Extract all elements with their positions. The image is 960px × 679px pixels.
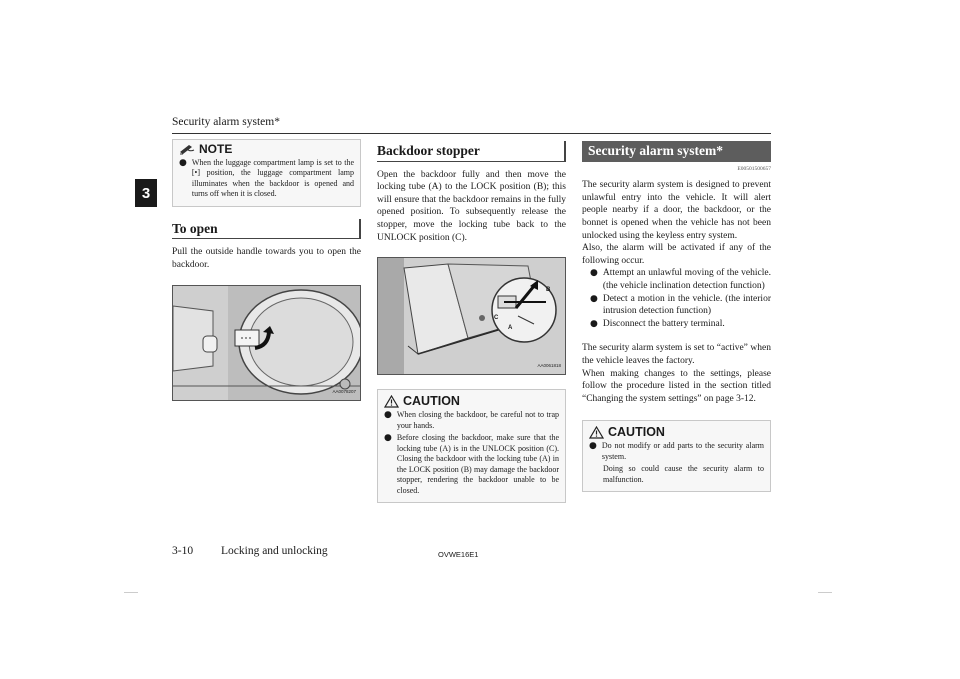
caution-item [384,410,559,431]
figure-label-a: A [508,325,513,332]
caution-label: CAUTION [608,425,665,440]
caution-header [384,395,559,408]
footer-chapter-title: Locking and unlocking [221,545,328,557]
to-open-figure [172,285,361,401]
list-item-text: Detect a motion in the vehicle. (the interior intrusion detection function) [602,293,771,317]
bullet-icon: ● [590,318,598,329]
backdoor-handle-illustration [173,286,361,400]
stopper-caution-box [377,389,566,503]
list-item [582,267,771,292]
column-1 [172,139,361,401]
header-rule [172,133,771,134]
security-para-2: Also, the alarm will be activated if any of the following occur. [582,243,771,266]
stopper-illustration [378,258,566,374]
column-2 [377,139,566,503]
section-code: E00501500657 [737,165,771,172]
footer-page-number: 3-10 [172,545,194,557]
list-item-text: Disconnect the battery terminal. [602,318,725,329]
stopper-figure [377,257,566,375]
crop-mark [124,592,138,593]
warning-triangle-icon [384,395,399,408]
caution-item-text: When closing the backdoor, be careful not to trap your hands. [396,410,559,430]
security-para-1: The security alarm system is designed to prevent unlawful entry into the vehicle. It will alert people nearby if a door, the backdoor, or the bonnet is opened when the vehicle has not been unlocked using the keyless entry system. [582,180,771,241]
caution-extra-text: Doing so could cause the security alarm to malfunction. [603,464,764,484]
caution-item [589,441,764,462]
security-alarm-heading: Security alarm system* [582,141,771,162]
bullet-icon: ● [590,293,598,304]
bullet-icon: ● [384,410,392,421]
warning-triangle-icon [589,426,604,439]
figure-code: AA0078207 [332,388,356,394]
crop-mark [818,592,832,593]
caution-item-text: Do not modify or add parts to the security alarm system. [601,441,764,461]
security-para-3: The security alarm system is set to “active” when the vehicle leaves the factory. [582,343,771,366]
chapter-tab: 3 [135,179,157,207]
note-header [179,143,354,156]
list-item [582,293,771,318]
column-3 [582,139,771,492]
caution-extra [589,464,764,485]
security-caution-box [582,420,771,492]
bullet-icon: ● [384,433,392,444]
security-para-4: When making changes to the settings, please follow the procedure listed in the section titled “Changing the system settings” on page 3-12. [582,368,771,404]
footer-doc-code: OVWE16E1 [438,550,479,559]
caution-label: CAUTION [403,394,460,409]
figure-code: AA0061818 [537,362,561,368]
note-label: NOTE [199,142,233,156]
bullet-icon: ● [590,268,598,279]
header-section-title: Security alarm system* [172,116,280,128]
note-box [172,139,361,207]
to-open-heading: To open [172,219,361,240]
backdoor-stopper-text: Open the backdoor fully and then move the locking tube (A) to the LOCK position (B); this will ensure that the backdoor remains in the fully opened position. To subsequently release the stopper, move the locking tube back to the UNLOCK position (C). [377,169,566,243]
bullet-icon: ● [589,441,597,452]
to-open-text: Pull the outside handle towards you to open the backdoor. [172,247,361,270]
figure-label-c: C [494,315,499,322]
list-item [582,318,771,331]
figure-label-b: B [546,287,551,294]
caution-item [384,433,559,496]
note-item-text: When the luggage compartment lamp is set to the [•] position, the luggage compartment lamp illuminates when the backdoor is opened and turns off when it is closed. [191,157,354,199]
caution-header [589,426,764,439]
bullet-icon: ● [179,157,187,168]
note-pen-icon [179,143,195,155]
list-item-text: Attempt an unlawful moving of the vehicle. (the vehicle inclination detection function) [602,268,771,291]
backdoor-stopper-heading: Backdoor stopper [377,141,566,162]
note-item [179,158,354,200]
caution-item-text: Before closing the backdoor, make sure that the locking tube (A) is in the UNLOCK position (C). Closing the backdoor with the locking tube (A) in the LOCK position (B) may damage the backdoor stopper, rendering the backdoor unable to be closed. [396,433,559,495]
